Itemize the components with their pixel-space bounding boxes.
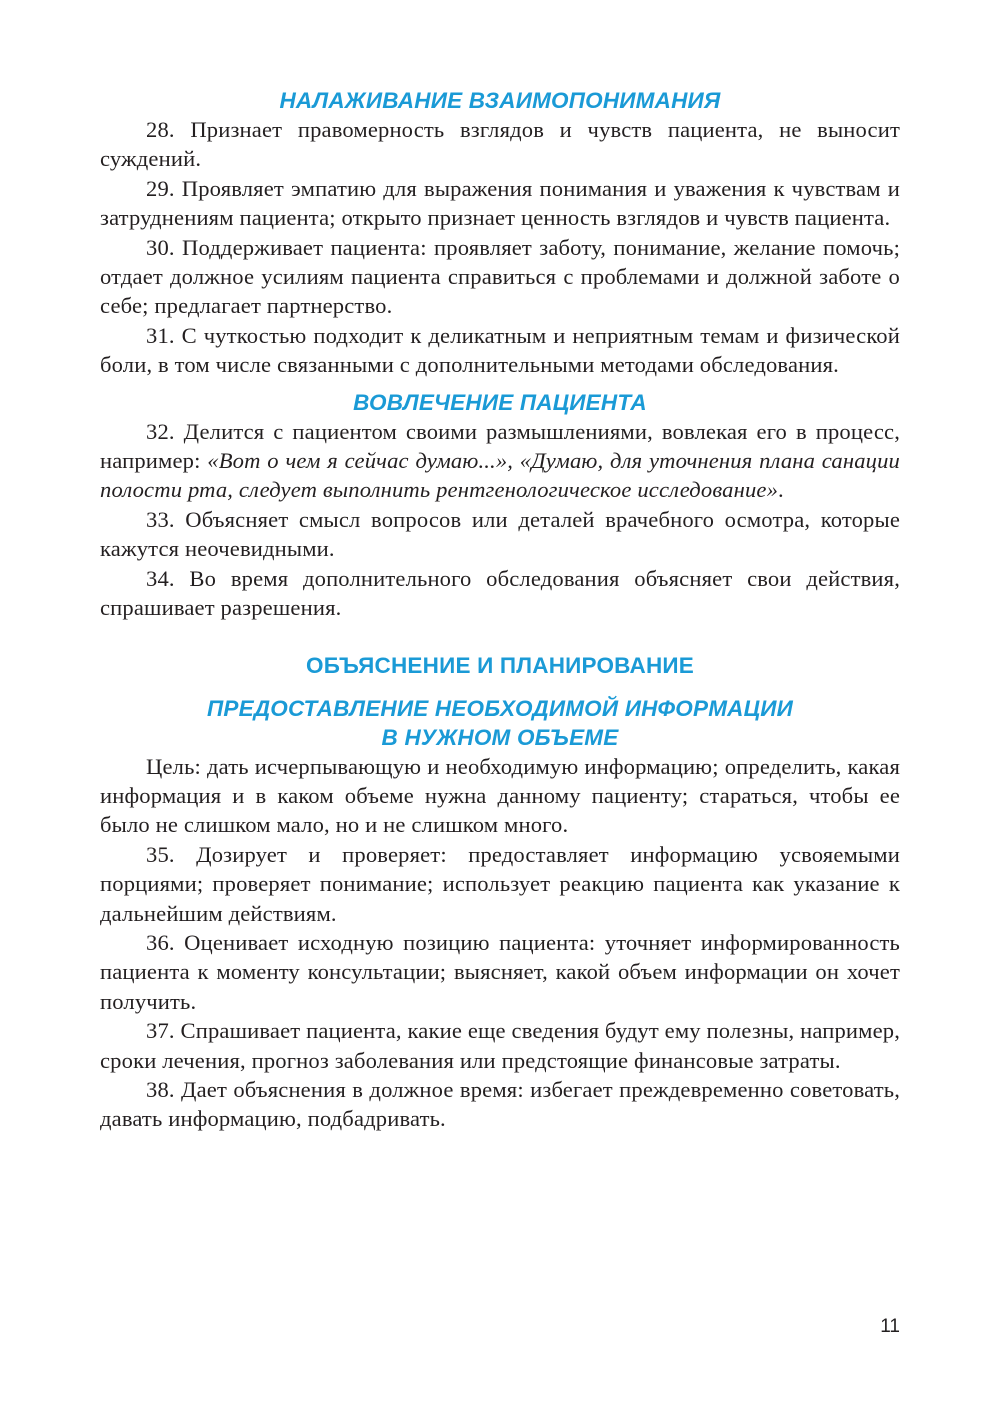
page-number: 11 — [880, 1316, 900, 1337]
section-heading-rapport: НАЛАЖИВАНИЕ ВЗАИМОПОНИМАНИЯ — [279, 88, 721, 113]
paragraph-28: 28. Признает правомерность взглядов и чувств пациента, не выносит суждений. — [100, 117, 900, 172]
paragraph-37: 37. Спрашивает пациента, какие еще сведения будут ему полезны, например, сроки лечения, прогноз заболевания или предстоящие финансовые затраты. — [100, 1018, 900, 1073]
paragraph-33: 33. Объясняет смысл вопросов или деталей врачебного осмотра, которые кажутся неочевидными. — [100, 506, 900, 562]
paragraph-34: 34. Во время дополнительного обследования объясняет свои действия, спрашивает разрешения. — [100, 565, 900, 621]
page-content — [100, 80, 900, 1134]
paragraph-38: 38. Дает объяснения в должное время: избегает преждевременно советовать, давать информацию, подбадривать. — [100, 1076, 900, 1132]
paragraph-32-lead: 32. Делится с пациентом своими размышлениями, вовлекая его в процесс, например: — [100, 418, 900, 474]
paragraph-36: 36. Оценивает исходную позицию пациента: уточняет информированность пациента к моменту консультации; выясняет, какой объем информации он хочет получить. — [100, 929, 900, 1014]
paragraph-32-quote: «Вот о чем я сейчас думаю...», «Думаю, для уточнения плана санации полости рта, следует выполнить рентгенологическое исследование» — [100, 448, 900, 503]
paragraph-31: 31. С чуткостью подходит к деликатным и неприятным темам и физической боли, в том числе связанными с дополнительными методами обследования. — [100, 322, 900, 378]
section-heading-information-line2: В НУЖНОМ ОБЪЕМЕ — [381, 724, 619, 750]
chapter-heading-explanation: ОБЪЯСНЕНИЕ И ПЛАНИРОВАНИЕ — [306, 652, 694, 678]
section-heading-information-line1: ПРЕДОСТАВЛЕНИЕ НЕОБХОДИМОЙ ИНФОРМАЦИИ — [207, 695, 793, 721]
paragraph-goal: Цель: дать исчерпывающую и необходимую информацию; определить, какая информация и в каком объеме нужна данному пациенту; стараться, чтобы ее было не слишком мало, но и не слишком много. — [100, 753, 900, 838]
section-heading-information — [100, 694, 900, 752]
paragraph-32 — [100, 417, 900, 505]
paragraph-32-end: . — [778, 477, 784, 503]
paragraph-30: 30. Поддерживает пациента: проявляет заботу, понимание, желание помочь; отдает должное усилиям пациента справиться с проблемами и должной заботе о себе; предлагает партнерство. — [100, 234, 900, 319]
paragraph-35: 35. Дозирует и проверяет: предоставляет информацию усвояемыми порциями; проверяет понимание; использует реакцию пациента как указание к дальнейшим действиям. — [100, 841, 900, 926]
section-heading-involvement: ВОВЛЕЧЕНИЕ ПАЦИЕНТА — [353, 389, 647, 415]
paragraph-29: 29. Проявляет эмпатию для выражения понимания и уважения к чувствам и затруднениям пациента; открыто признает ценность взглядов и чувств пациента. — [100, 175, 900, 231]
